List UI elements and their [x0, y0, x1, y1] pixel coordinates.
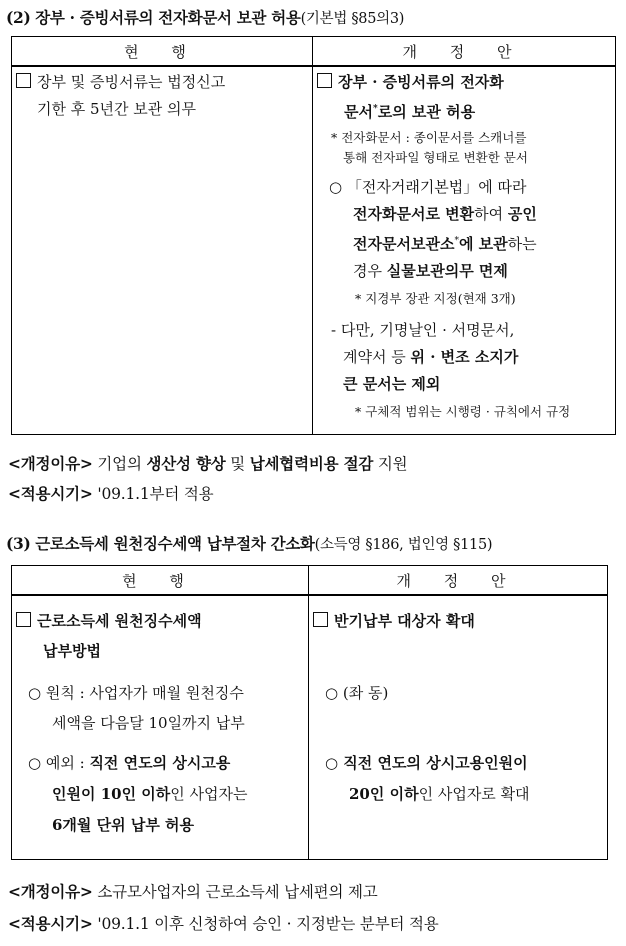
section3-heading: 근로소득세 원천징수세액 납부절차 간소화 [35, 534, 315, 553]
section3-header-current: 현 행 [12, 566, 309, 596]
checkbox-square-icon [317, 73, 332, 88]
section3-exception-line1: ○ 예외 : 직전 연도의 상시고용 [28, 754, 231, 772]
section2-effective-date: <적용시기> '09.1.1부터 적용 [8, 484, 214, 503]
section2-dash-line2: 계약서 등 위 · 변조 소지가 [343, 348, 519, 366]
section2-current-item-cont: 기한 후 5년간 보관 의무 [37, 100, 197, 118]
section2-note-designation: * 지경부 장관 지정(현재 3개) [355, 291, 516, 306]
section3-revised-line2: 20인 이하인 사업자로 확대 [349, 785, 530, 803]
section3-header-revised: 개 정 안 [309, 566, 608, 596]
section2-circle-line2: 전자화문서로 변환하여 공인 [353, 205, 537, 223]
section2-revised-cell [313, 66, 616, 434]
section2-note-scope: * 구체적 범위는 시행령 · 규칙에서 규정 [355, 404, 571, 419]
section2-title [6, 6, 404, 28]
section2-header-current: 현 행 [12, 37, 313, 67]
checkbox-square-icon [16, 73, 31, 88]
section2-dash-line1: - 다만, 기명날인 · 서명문서, [331, 321, 515, 339]
section3-same-as-left: ○ (좌 동) [325, 684, 389, 702]
effective-date-label: <적용시기> [8, 914, 93, 933]
section2-comparison-table [11, 36, 616, 435]
section3-effective-date: <적용시기> '09.1.1 이후 신청하여 승인 · 지정받는 분부터 적용 [8, 914, 439, 933]
section2-circle-line1: ○ 「전자거래기본법」에 따라 [329, 178, 527, 196]
section2-revised-item: 장부 · 증빙서류의 전자화 [317, 69, 615, 96]
section3-revised-line1: ○ 직전 연도의 상시고용인원이 [325, 754, 528, 772]
section3-number: (3) [6, 534, 31, 553]
section3-current-item: 근로소득세 원천징수세액 [16, 606, 308, 636]
section3-principle-line2: 세액을 다음달 10일까지 납부 [52, 714, 245, 732]
section3-revised-item: 반기납부 대상자 확대 [313, 606, 607, 636]
section2-number: (2) [6, 8, 31, 27]
section2-reason: <개정이유> 기업의 생산성 향상 및 납세협력비용 절감 지원 [8, 454, 408, 473]
section2-law-ref: (기본법 §85의3) [300, 11, 405, 27]
section2-note-definition-cont: 통해 전자파일 형태로 변환한 문서 [343, 150, 528, 165]
section2-circle-line4: 경우 실물보관의무 면제 [353, 262, 508, 280]
section3-reason: <개정이유> 소규모사업자의 근로소득세 납세편의 제고 [8, 882, 378, 901]
section2-revised-item-cont: 문서*로의 보관 허용 [344, 103, 476, 121]
section2-circle-line3: 전자문서보관소*에 보관하는 [353, 235, 537, 253]
reason-label: <개정이유> [8, 882, 93, 901]
checkbox-square-icon [16, 612, 31, 627]
section3-current-item-cont: 납부방법 [43, 642, 101, 660]
section2-dash-line3: 큰 문서는 제외 [343, 375, 441, 393]
section3-comparison-table [11, 565, 608, 860]
section3-exception-line3: 6개월 단위 납부 허용 [52, 816, 195, 834]
section2-current-cell [12, 66, 313, 434]
checkbox-square-icon [313, 612, 328, 627]
section3-principle-line1: ○ 원칙 : 사업자가 매월 원천징수 [28, 684, 244, 702]
section2-heading: 장부 · 증빙서류의 전자화문서 보관 허용 [35, 8, 301, 27]
section3-current-cell [12, 595, 309, 859]
section3-revised-cell [309, 595, 608, 859]
section3-exception-line2: 인원이 10인 이하인 사업자는 [52, 785, 248, 803]
section3-law-ref: (소득영 §186, 법인영 §115) [314, 537, 493, 553]
section3-title [6, 532, 492, 554]
section2-current-item: 장부 및 증빙서류는 법정신고 [16, 69, 312, 96]
section2-note-definition: * 전자화문서 : 종이문서를 스캐너를 [331, 130, 527, 145]
effective-date-label: <적용시기> [8, 484, 93, 503]
reason-label: <개정이유> [8, 454, 93, 473]
section2-header-revised: 개 정 안 [313, 37, 616, 67]
